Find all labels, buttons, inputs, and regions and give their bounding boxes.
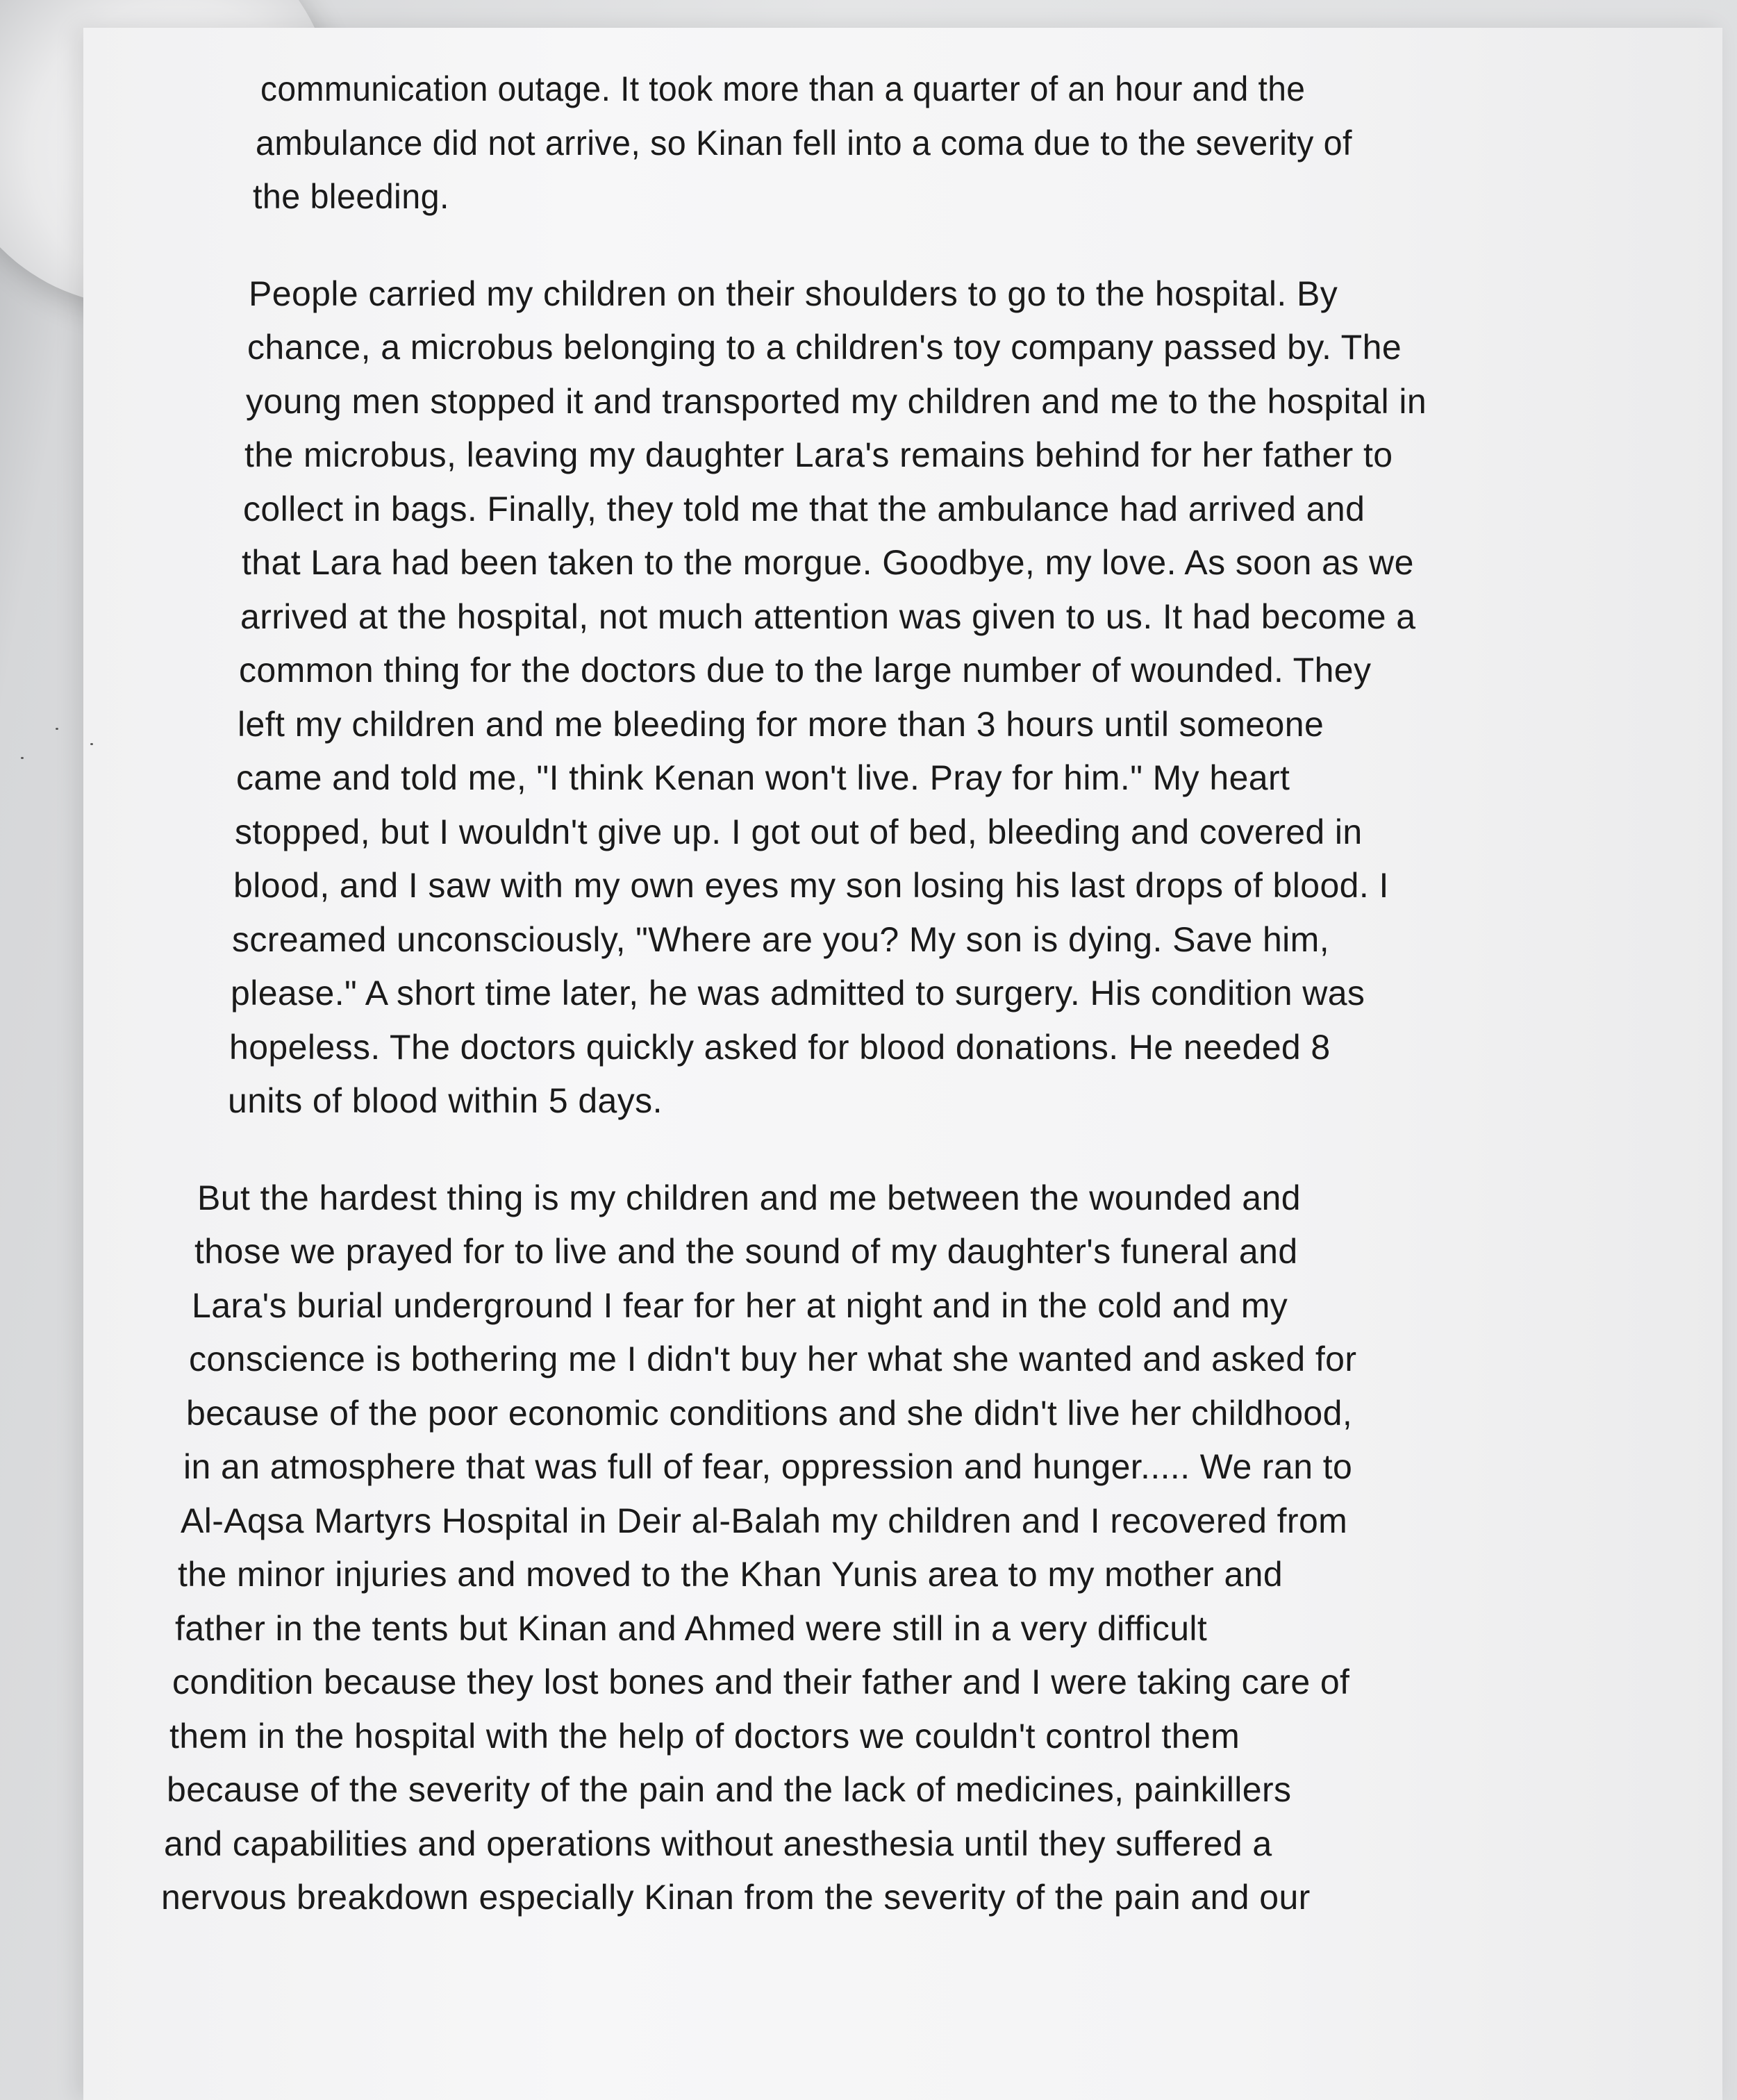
text-line: arrived at the hospital, not much attention was given to us. It had become a: [240, 597, 1416, 636]
text-line: chance, a microbus belonging to a children's toy company passed by. The: [247, 328, 1402, 367]
text-line: came and told me, "I think Kenan won't live. Pray for him." My heart: [236, 758, 1290, 797]
paragraph-3: [160, 1172, 1653, 1925]
text-line: blood, and I saw with my own eyes my son losing his last drops of blood. I: [233, 866, 1389, 905]
dust-speck: [21, 757, 24, 759]
paragraph-2: [160, 267, 1653, 1128]
text-line: in an atmosphere that was full of fear, oppression and hunger..... We ran to: [183, 1447, 1353, 1486]
text-line: conscience is bothering me I didn't buy her what she wanted and asked for: [189, 1340, 1357, 1378]
text-line: left my children and me bleeding for more than 3 hours until someone: [238, 704, 1324, 744]
text-line: because of the poor economic conditions and she didn't live her childhood,: [186, 1393, 1353, 1433]
text-line: common thing for the doctors due to the large number of wounded. They: [239, 651, 1372, 690]
text-line: But the hardest thing is my children and me between the wounded and: [197, 1178, 1301, 1217]
text-line: Al-Aqsa Martyrs Hospital in Deir al-Balah my children and I recovered from: [181, 1501, 1348, 1540]
text-line: those we prayed for to live and the sound of my daughter's funeral and: [194, 1232, 1298, 1271]
text-line: the bleeding.: [253, 177, 449, 216]
text-line: them in the hospital with the help of doctors we couldn't control them: [169, 1716, 1240, 1756]
document-body: [160, 62, 1653, 1968]
text-line: hopeless. The doctors quickly asked for blood donations. He needed 8: [229, 1027, 1331, 1067]
text-line: units of blood within 5 days.: [228, 1081, 663, 1120]
text-line: ambulance did not arrive, so Kinan fell into a coma due to the severity of: [256, 123, 1352, 162]
text-line: and capabilities and operations without anesthesia until they suffered a: [164, 1824, 1272, 1863]
dust-speck: [90, 743, 93, 745]
text-line: screamed unconsciously, "Where are you? My son is dying. Save him,: [232, 919, 1330, 959]
text-line: the minor injuries and moved to the Khan Yunis area to my mother and: [178, 1555, 1283, 1594]
text-line: because of the severity of the pain and the lack of medicines, painkillers: [167, 1770, 1292, 1809]
text-line: father in the tents but Kinan and Ahmed were still in a very difficult: [175, 1608, 1208, 1648]
text-line: young men stopped it and transported my children and me to the hospital in: [246, 381, 1427, 421]
text-line: People carried my children on their shoulders to go to the hospital. By: [249, 274, 1338, 313]
text-line: that Lara had been taken to the morgue. Goodbye, my love. As soon as we: [242, 543, 1414, 582]
text-line: nervous breakdown especially Kinan from the severity of the pain and our: [161, 1878, 1311, 1917]
text-line: communication outage. It took more than a quarter of an hour and the: [260, 69, 1306, 108]
dust-speck: [56, 728, 58, 730]
text-line: condition because they lost bones and their father and I were taking care of: [172, 1662, 1350, 1701]
text-line: stopped, but I wouldn't give up. I got out of bed, bleeding and covered in: [235, 812, 1363, 851]
text-line: Lara's burial underground I fear for her at night and in the cold and my: [192, 1285, 1288, 1325]
text-line: please." A short time later, he was admitted to surgery. His condition was: [231, 974, 1365, 1012]
paragraph-1: [160, 62, 1653, 224]
text-line: the microbus, leaving my daughter Lara's remains behind for her father to: [244, 435, 1393, 474]
text-line: collect in bags. Finally, they told me that the ambulance had arrived and: [243, 489, 1365, 528]
